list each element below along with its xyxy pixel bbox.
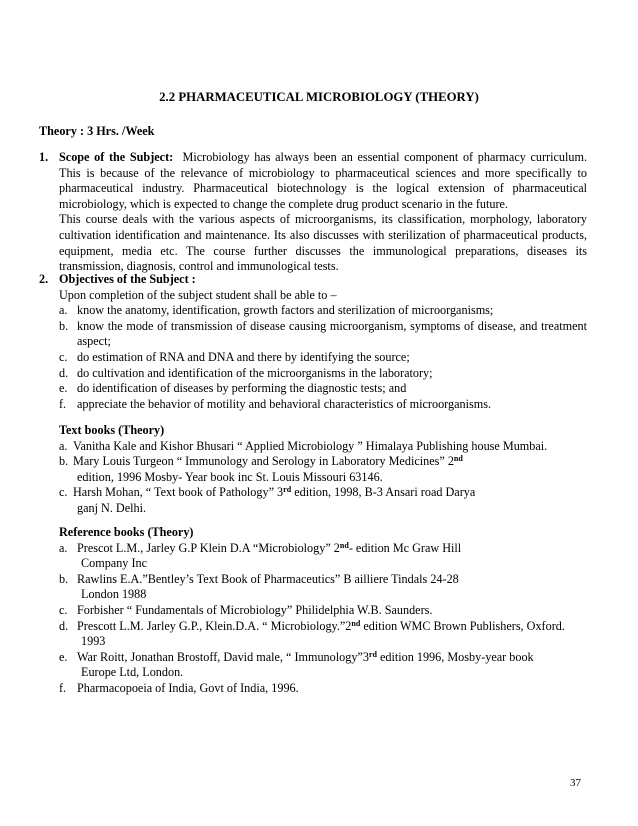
list-marker: a. <box>59 540 68 555</box>
section-number: 2. <box>39 272 49 286</box>
section-body <box>59 272 587 412</box>
list-item-text: do estimation of RNA and DNA and there by identifying the source; <box>77 349 410 364</box>
list-item <box>59 319 587 350</box>
text-books-list <box>59 439 587 517</box>
list-item-text: edition 1996, Mosby-year book <box>376 649 534 664</box>
list-item <box>59 541 587 572</box>
scope-text-1: Microbiology has always been an essential component of pharmacy curriculum. This is because of the relevance of microbiology to pharmaceutical sciences and more specifically to pharmaceutical industry. Pharmaceutical biotechnology is the logical extension of pharmaceutical microbiology, which is expected to change the complete drug product scenario in the future. <box>59 150 588 211</box>
list-item <box>59 681 587 697</box>
superscript: nd <box>453 454 463 464</box>
scope-paragraph-1 <box>59 150 587 212</box>
list-item <box>59 366 587 382</box>
list-item-text: do identification of diseases by performing the diagnostic tests; and <box>77 381 407 396</box>
superscript: rd <box>368 649 377 659</box>
text-books <box>59 423 587 517</box>
list-marker: e. <box>59 649 68 664</box>
section-heading: Scope of the Subject: <box>59 150 174 164</box>
reference-books <box>59 525 587 697</box>
list-marker: e. <box>59 381 68 396</box>
list-item <box>59 439 587 455</box>
list-item-text: Forbisher “ Fundamentals of Microbiology” Philidelphia W.B. Saunders. <box>77 602 433 617</box>
list-item-text: Harsh Mohan, “ Text book of Pathology” 3 <box>73 485 284 500</box>
list-item-continuation: ganj N. Delhi. <box>77 500 147 515</box>
reference-books-list <box>59 541 587 697</box>
list-marker: b. <box>59 454 69 469</box>
list-item <box>59 619 587 650</box>
list-item-continuation: London 1988 <box>81 587 147 602</box>
text-books-heading: Text books (Theory) <box>59 423 165 437</box>
list-marker: a. <box>59 438 68 453</box>
list-item-continuation: edition, 1996 Mosby- Year book inc St. Louis Missouri 63146. <box>77 469 383 484</box>
section-body <box>59 150 587 275</box>
superscript: nd <box>339 540 349 550</box>
section-scope <box>39 150 587 275</box>
list-item-text: edition, 1998, B-3 Ansari road Darya <box>291 485 476 500</box>
list-item <box>59 603 587 619</box>
list-item-text: Rawlins E.A.”Bentley’s Text Book of Pharmaceutics” B ailliere Tindals 24-28 <box>77 571 459 586</box>
superscript: nd <box>351 618 361 628</box>
page-number: 37 <box>570 777 581 789</box>
list-marker: d. <box>59 618 69 633</box>
list-marker: f. <box>59 680 67 695</box>
list-marker: a. <box>59 303 68 318</box>
list-item <box>59 454 587 485</box>
page-title: 2.2 PHARMACEUTICAL MICROBIOLOGY (THEORY) <box>159 90 479 104</box>
list-item-continuation: Europe Ltd, London. <box>81 665 184 680</box>
scope-paragraph-2: This course deals with the various aspects of microorganisms, its classification, morphology, laboratory cultivation identification and maintenance. Its also discusses with sterilization of pharmaceutical products, equipment, media etc. The course further discusses the immunological preparations, diseases its transmission, diagnosis, control and immunological tests. <box>59 212 587 274</box>
list-marker: c. <box>59 349 68 364</box>
theory-hours: Theory : 3 Hrs. /Week <box>39 124 155 138</box>
superscript: rd <box>283 485 292 495</box>
list-item-text: know the mode of transmission of disease causing microorganism, symptoms of disease, and treatment aspect; <box>77 318 587 349</box>
section-heading: Objectives of the Subject : <box>59 272 196 286</box>
list-item-text: Vanitha Kale and Kishor Bhusari “ Applied Microbiology ” Himalaya Publishing house Mumbai. <box>73 438 548 453</box>
list-item <box>59 303 587 319</box>
list-item <box>59 397 587 413</box>
objectives-intro: Upon completion of the subject student shall be able to – <box>59 287 337 302</box>
objectives-list <box>59 303 587 412</box>
list-item <box>59 381 587 397</box>
list-item-text: Prescott L.M. Jarley G.P., Klein.D.A. “ Microbiology.”2 <box>77 618 352 633</box>
list-item <box>59 350 587 366</box>
list-item-text: know the anatomy, identification, growth factors and sterilization of microorganisms; <box>77 303 494 318</box>
list-item-text: do cultivation and identification of the microorganisms in the laboratory; <box>77 365 433 380</box>
list-item-text: - edition Mc Graw Hill <box>348 540 462 555</box>
list-item-continuation: 1993 <box>81 634 106 649</box>
section-objectives <box>39 272 587 412</box>
list-item <box>59 650 587 681</box>
list-item-text: War Roitt, Jonathan Brostoff, David male, “ Immunology”3 <box>77 649 369 664</box>
list-marker: f. <box>59 396 67 411</box>
list-item-text: Pharmacopoeia of India, Govt of India, 1996. <box>77 680 299 695</box>
list-marker: d. <box>59 365 69 380</box>
list-item-text: edition WMC Brown Publishers, Oxford. <box>360 618 565 633</box>
list-item-continuation: Company Inc <box>81 556 148 571</box>
list-item-text: Prescot L.M., Jarley G.P Klein D.A “Microbiology” 2 <box>77 540 340 555</box>
list-marker: c. <box>59 602 68 617</box>
list-item <box>59 485 587 516</box>
list-marker: b. <box>59 571 69 586</box>
list-item-text: Mary Louis Turgeon “ Immunology and Serology in Laboratory Medicines” 2 <box>73 454 454 469</box>
list-item <box>59 572 587 603</box>
section-number: 1. <box>39 150 49 164</box>
list-item-text: appreciate the behavior of motility and behavioral characteristics of microorganisms. <box>77 396 491 411</box>
list-marker: b. <box>59 318 69 333</box>
list-marker: c. <box>59 485 68 500</box>
reference-books-heading: Reference books (Theory) <box>59 525 194 539</box>
